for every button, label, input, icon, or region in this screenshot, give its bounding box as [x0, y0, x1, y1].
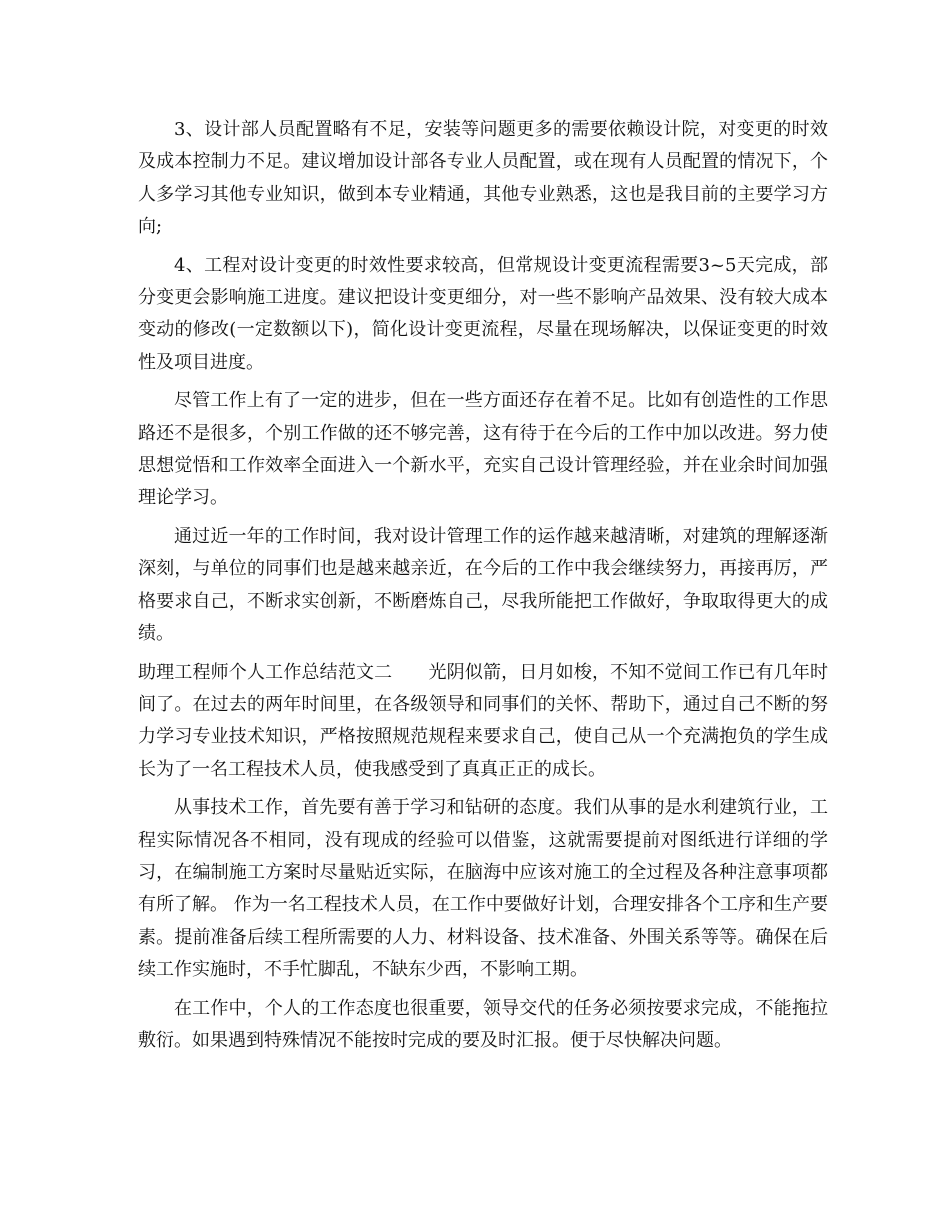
document-body	[138, 114, 828, 1063]
section-title: 助理工程师个人工作总结范文二	[138, 661, 393, 683]
paragraph-item-4: 4、工程对设计变更的时效性要求较高，但常规设计变更流程需要3~5天完成，部分变更会影响施工进度。建议把设计变更细分，对一些不影响产品效果、没有较大成本变动的修改(一定数额以下)，简化设计变更流程，尽量在现场解决，以保证变更的时效性及项目进度。	[138, 254, 828, 373]
paragraph-shortcomings: 尽管工作上有了一定的进步，但在一些方面还存在着不足。比如有创造性的工作思路还不是很多，个别工作做的还不够完善，这有待于在今后的工作中加以改进。努力使思想觉悟和工作效率全面进入一个新水平，充实自己设计管理经验，并在业余时间加强理论学习。	[138, 390, 828, 509]
section-two	[138, 657, 828, 787]
paragraph-technical-work: 从事技术工作，首先要有善于学习和钻研的态度。我们从事的是水利建筑行业，工程实际情况各不相同，没有现成的经验可以借鉴，这就需要提前对图纸进行详细的学习，在编制施工方案时尽量贴近实际，在脑海中应该对施工的全过程及各种注意事项都有所了解。 作为一名工程技术人员，在工作中要做好计划，合理安排各个工序和生产要素。提前准备后续工程所需要的人力、材料设备、技术准备、外围关系等等。确保在后续工作实施时，不手忙脚乱，不缺东少西，不影响工期。	[138, 797, 828, 981]
paragraph-conclusion: 通过近一年的工作时间，我对设计管理工作的运作越来越清晰，对建筑的理解逐渐深刻，与单位的同事们也是越来越亲近，在今后的工作中我会继续努力，再接再厉，严格要求自己，不断求实创新，不断磨炼自己，尽我所能把工作做好，争取取得更大的成绩。	[138, 525, 828, 645]
section-first-paragraph: 光阴似箭，日月如梭，不知不觉间工作已有几年时间了。在过去的两年时间里，在各级领导和同事们的关怀、帮助下，通过自己不断的努力学习专业技术知识，严格按照规范规程来要求自己，使自己从一个充满抱负的学生成长为了一名工程技术人员，使我感受到了真真正正的成长。	[138, 661, 829, 780]
paragraph-item-3: 3、设计部人员配置略有不足，安装等问题更多的需要依赖设计院，对变更的时效及成本控制力不足。建议增加设计部各专业人员配置，或在现有人员配置的情况下，个人多学习其他专业知识，做到本专业精通，其他专业熟悉，这也是我目前的主要学习方向;	[138, 119, 828, 238]
paragraph-work-attitude: 在工作中，个人的工作态度也很重要，领导交代的任务必须按要求完成，不能拖拉敷衍。如果遇到特殊情况不能按时完成的要及时汇报。便于尽快解决问题。	[138, 997, 828, 1051]
